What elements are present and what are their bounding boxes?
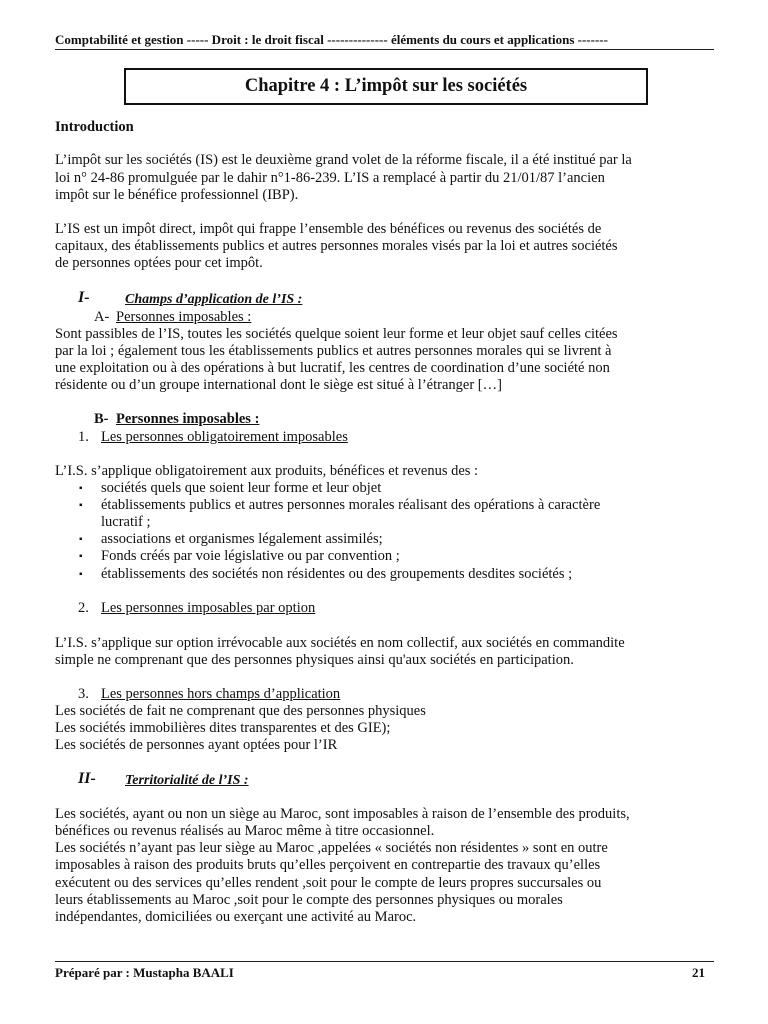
section-2-title: Territorialité de l’IS : — [125, 773, 249, 788]
item-2-line-2: simple ne comprenant que des personnes physiques ainsi qu'aux sociétés en participation. — [55, 652, 574, 668]
bullet-3-text: associations et organismes légalement assimilés; — [101, 531, 383, 547]
section-1-title: Champs d’application de l’IS : — [125, 292, 303, 307]
sub-a-line-2: par la loi ; également tous les établissements publics et autres personnes morales qui se livrent à — [55, 343, 612, 359]
section-2-line-5: exécutent ou des services qu’elles rendent ,soit pour le compte de leurs propres succursales ou — [55, 875, 602, 891]
item-3-number: 3. — [78, 686, 89, 702]
footer-divider — [55, 961, 714, 962]
sub-a-title: Personnes imposables : — [116, 309, 252, 325]
page-number: 21 — [692, 965, 705, 980]
intro-p2-line-1: L’IS est un impôt direct, impôt qui frappe l’ensemble des bénéfices ou revenus des sociétés de — [55, 221, 602, 237]
section-2-line-2: bénéfices ou revenus réalisés au Maroc même à titre occasionnel. — [55, 823, 435, 839]
section-2-line-1: Les sociétés, ayant ou non un siège au Maroc, sont imposables à raison de l’ensemble des produits, — [55, 806, 630, 822]
item-2-line-1: L’I.S. s’applique sur option irrévocable aux sociétés en nom collectif, aux sociétés en commandite — [55, 635, 625, 651]
section-2-line-4: imposables à raison des produits bruts qu’elles perçoivent en contrepartie des travaux qu’elles — [55, 857, 601, 873]
section-2-line-7: indépendantes, domiciliées ou exerçant une activité au Maroc. — [55, 909, 417, 925]
section-2-numeral: II- — [78, 770, 96, 787]
bullet-4-text: Fonds créés par voie législative ou par convention ; — [101, 548, 400, 564]
item-1-intro: L’I.S. s’applique obligatoirement aux produits, bénéfices et revenus des : — [55, 463, 479, 479]
section-1-numeral: I- — [78, 289, 90, 306]
section-2-line-6: leurs établissements au Maroc ,soit pour le compte des personnes physiques ou morales — [55, 892, 563, 908]
item-3-line-1: Les sociétés de fait ne comprenant que des personnes physiques — [55, 703, 426, 719]
bullet-icon: ▪ — [79, 534, 83, 545]
bullet-icon: ▪ — [79, 483, 83, 494]
chapter-title: Chapitre 4 : L’impôt sur les sociétés — [244, 76, 528, 96]
section-2-line-3: Les sociétés n’ayant pas leur siège au Maroc ,appelées « sociétés non résidentes » sont en outre — [55, 840, 608, 856]
header-divider — [55, 49, 714, 50]
intro-p2-line-3: de personnes optées pour cet impôt. — [55, 255, 263, 271]
item-1-title: Les personnes obligatoirement imposables — [101, 429, 348, 445]
intro-p1-line-1: L’impôt sur les sociétés (IS) est le deuxième grand volet de la réforme fiscale, il a été institué par la — [55, 152, 632, 168]
item-3-title: Les personnes hors champs d’application — [101, 686, 341, 702]
item-1-number: 1. — [78, 429, 89, 445]
item-3-line-2: Les sociétés immobilières dites transparentes et des GIE); — [55, 720, 391, 736]
bullet-1-text: sociétés quels que soient leur forme et leur objet — [101, 480, 382, 496]
bullet-2-text: établissements publics et autres personnes morales réalisant des opérations à caractère — [101, 497, 601, 513]
sub-b-letter: B- — [94, 411, 109, 427]
intro-p2-line-2: capitaux, des établissements publics et autres personnes morales visés par la loi et autres sociétés — [55, 238, 618, 254]
sub-a-line-1: Sont passibles de l’IS, toutes les sociétés quelque soient leur forme et leur objet sauf celles citées — [55, 326, 618, 342]
sub-a-line-4: résidente ou d’un groupe international dont le siège est situé à l’étranger […] — [55, 377, 502, 393]
item-2-title: Les personnes imposables par option — [101, 600, 316, 616]
bullet-icon: ▪ — [79, 500, 83, 511]
sub-b-title: Personnes imposables : — [116, 411, 260, 427]
bullet-icon: ▪ — [79, 569, 83, 580]
bullet-icon: ▪ — [79, 551, 83, 562]
bullet-5-text: établissements des sociétés non résidentes ou des groupements desdites sociétés ; — [101, 566, 573, 582]
running-header: Comptabilité et gestion ----- Droit : le droit fiscal -------------- éléments du cours et applications ------- — [55, 32, 608, 47]
bullet-2-text-cont: lucratif ; — [101, 514, 151, 530]
sub-a-letter: A- — [94, 309, 110, 325]
intro-heading: Introduction — [55, 119, 134, 135]
footer-author: Préparé par : Mustapha BAALI — [55, 965, 234, 980]
intro-p1-line-3: impôt sur le bénéfice professionnel (IBP). — [55, 187, 299, 203]
item-2-number: 2. — [78, 600, 89, 616]
item-3-line-3: Les sociétés de personnes ayant optées pour l’IR — [55, 737, 338, 753]
sub-a-line-3: une exploitation ou à des opérations à but lucratif, les centres de coordination d’une société non — [55, 360, 610, 376]
intro-p1-line-2: loi n° 24-86 promulguée par le dahir n°1-86-239. L’IS a remplacé à partir du 21/01/87 l’ancien — [55, 170, 605, 186]
chapter-title-box — [124, 68, 648, 105]
